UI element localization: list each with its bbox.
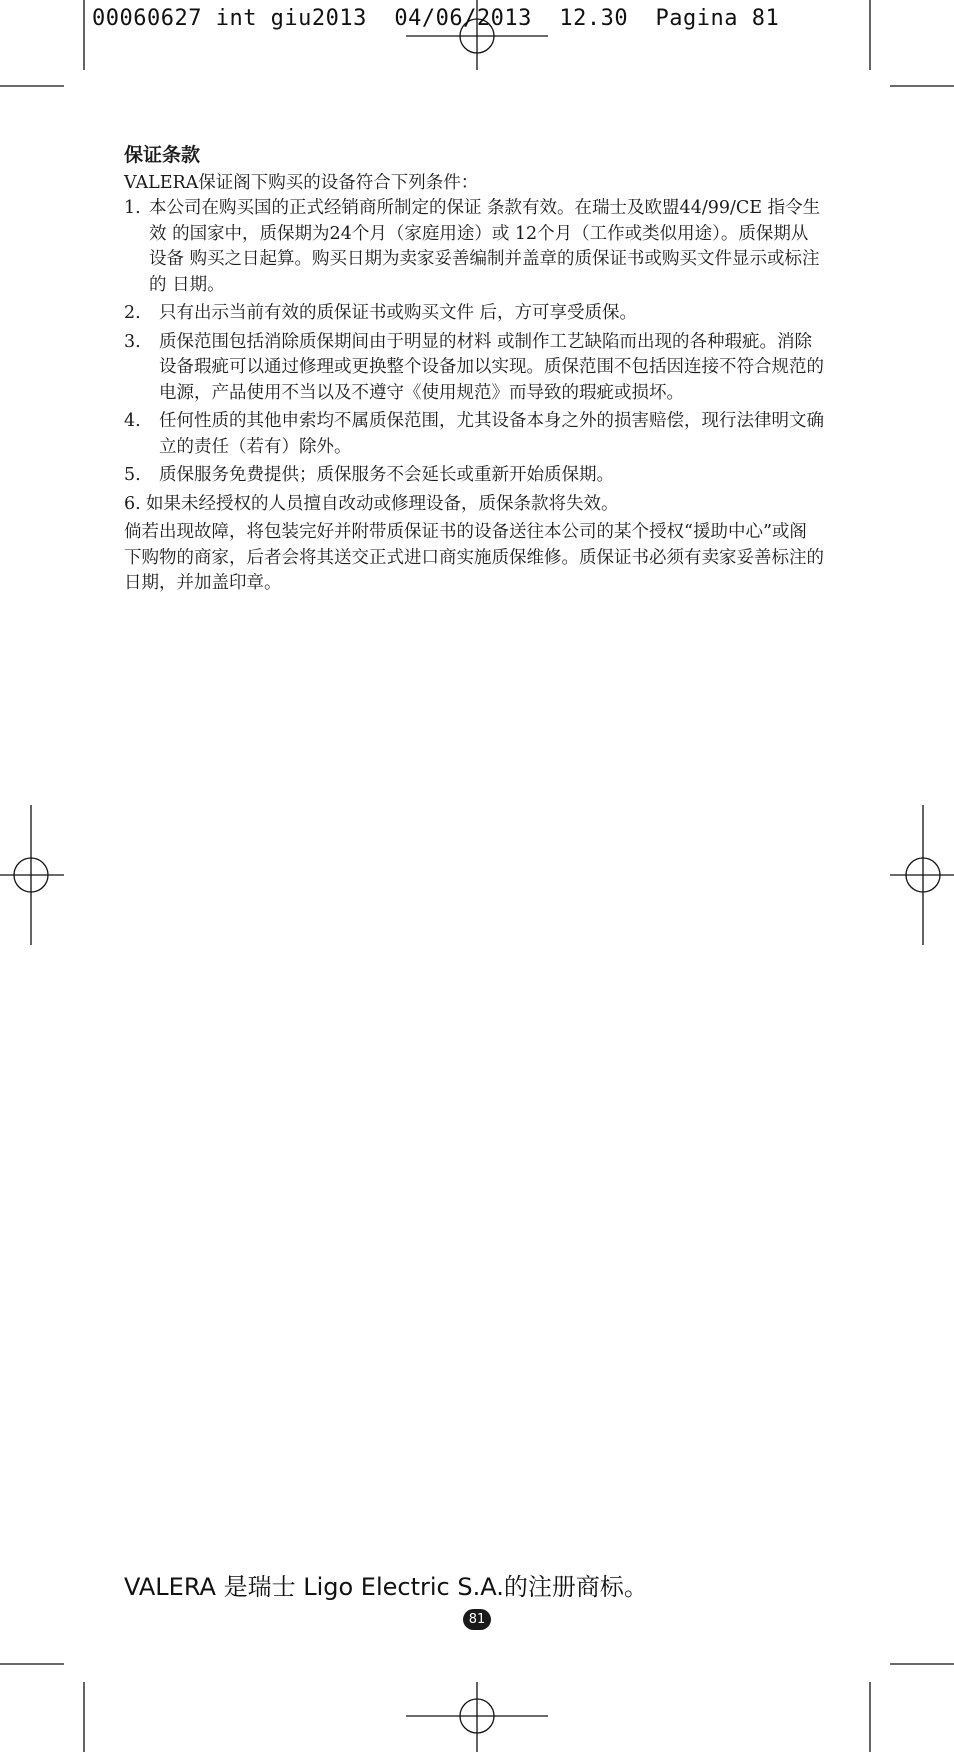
warranty-title: 保证条款 <box>124 144 201 166</box>
clause-number: 6. <box>124 493 141 514</box>
trademark-notice: VALERA 是瑞士 Ligo Electric S.A.的注册商标。 <box>124 1573 648 1601</box>
registration-mark-bottom <box>406 1682 548 1752</box>
page-number-badge: 81 <box>463 1609 491 1630</box>
clause-text: 任何性质的其他申索均不属质保范围，尤其设备本身之外的损害赔偿，现行法律明文确立的责任（若有）除外。 <box>159 411 824 457</box>
warranty-intro: VALERA保证阁下购买的设备符合下列条件： <box>124 172 479 193</box>
clause-number: 2. <box>124 303 141 323</box>
warranty-clause-5 <box>124 463 824 489</box>
warranty-clause-3 <box>124 330 824 407</box>
clause-number: 3. <box>124 331 141 352</box>
print-slug-line: 00060627 int giu2013 04/06/2013 12.30 Pagina 81 <box>92 6 780 31</box>
clause-text: 如果未经授权的人员擅自改动或修理设备，质保条款将失效。 <box>146 493 619 514</box>
clause-number: 1. <box>124 198 141 218</box>
registration-mark-left <box>0 805 64 945</box>
warranty-clause-4 <box>124 409 824 460</box>
warranty-clause-2 <box>124 301 824 327</box>
warranty-clause-1 <box>124 196 824 298</box>
registration-mark-right <box>890 805 954 945</box>
clause-number: 4. <box>124 411 141 431</box>
warranty-section <box>124 143 824 597</box>
registration-mark-top <box>406 0 548 70</box>
warranty-closing-paragraph: 倘若出现故障，将包装完好并附带质保证书的设备送往本公司的某个授权“援助中心”或阁下购物的商家，后者会将其送交正式进口商实施质保维修。质保证书必须有卖家妥善标注的日期，并加盖印章。 <box>124 522 824 593</box>
warranty-clause-6 <box>124 492 824 518</box>
clause-text: 只有出示当前有效的质保证书或购买文件 后，方可享受质保。 <box>159 303 638 323</box>
clause-text: 质保服务免费提供；质保服务不会延长或重新开始质保期。 <box>159 465 614 485</box>
clause-text: 本公司在购买国的正式经销商所制定的保证 条款有效。在瑞士及欧盟44/99/CE 指令生效 的国家中，质保期为24个月（家庭用途）或 12个月（工作或类似用途）。质保期从设备 购买之日起算。购买日期为卖家妥善编制并盖章的质保证书或购买文件显示或标注的 日期。 <box>149 198 821 295</box>
clause-number: 5. <box>124 465 141 485</box>
clause-text: 质保范围包括消除质保期间由于明显的材料 或制作工艺缺陷而出现的各种瑕疵。消除设备瑕疵可以通过修理或更换整个设备加以实现。质保范围不包括因连接不符合规范的电源，产品使用不当以及不遵守《使用规范》而导致的瑕疵或损坏。 <box>159 331 824 403</box>
